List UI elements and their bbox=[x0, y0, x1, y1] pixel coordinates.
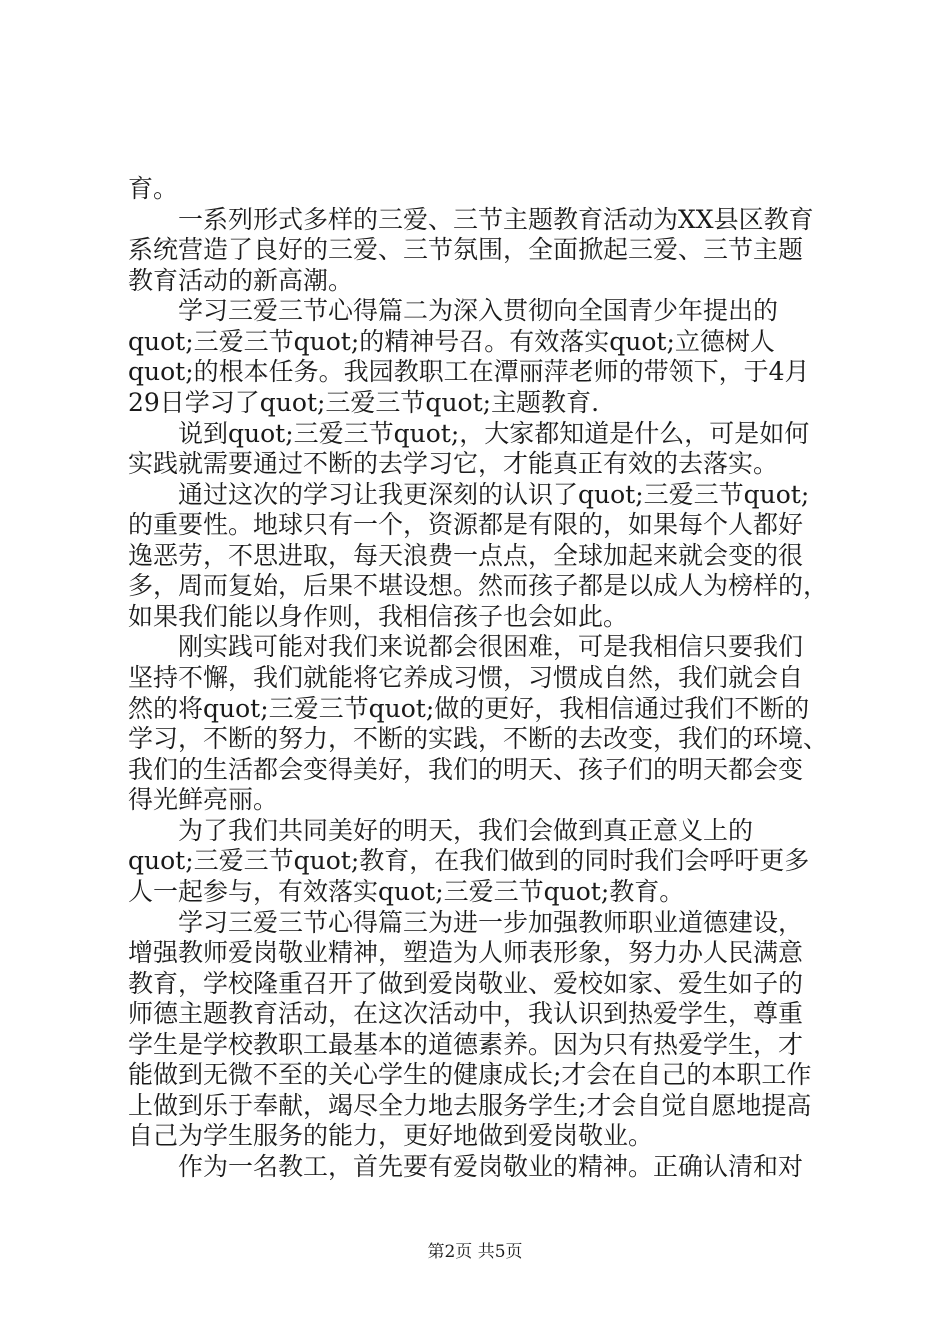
text-line: 人一起参与，有效落实quot;三爱三节quot;教育。 bbox=[128, 877, 685, 906]
text-line: 学习三爱三节心得篇三为进一步加强教师职业道德建设， bbox=[128, 908, 804, 937]
text-line: 系统营造了良好的三爱、三节氛围，全面掀起三爱、三节主题 bbox=[128, 235, 804, 264]
text-line: 自己为学生服务的能力，更好地做到爱岗敬业。 bbox=[128, 1121, 654, 1150]
text-line: 刚实践可能对我们来说都会很困难，可是我相信只要我们 bbox=[128, 632, 804, 661]
text-line: 通过这次的学习让我更深刻的认识了quot;三爱三节quot; bbox=[128, 480, 810, 509]
text-line: 教育，学校隆重召开了做到爱岗敬业、爱校如家、爱生如子的 bbox=[128, 969, 804, 998]
text-line: 得光鲜亮丽。 bbox=[128, 785, 279, 814]
text-line: 坚持不懈，我们就能将它养成习惯，习惯成自然，我们就会自 bbox=[128, 663, 804, 692]
text-line: quot;的根本任务。我园教职工在潭丽萍老师的带领下，于4月 bbox=[128, 357, 810, 386]
text-line: 作为一名教工，首先要有爱岗敬业的精神。正确认清和对 bbox=[128, 1152, 804, 1181]
text-line: 增强教师爱岗敬业精神，塑造为人师表形象，努力办人民满意 bbox=[128, 938, 804, 967]
text-line: 上做到乐于奉献，竭尽全力地去服务学生;才会自觉自愿地提高 bbox=[128, 1091, 812, 1120]
text-line: 学生是学校教职工最基本的道德素养。因为只有热爱学生，才 bbox=[128, 1030, 804, 1059]
text-line: quot;三爱三节quot;教育，在我们做到的同时我们会呼吁更多 bbox=[128, 846, 810, 875]
text-line: 我们的生活都会变得美好，我们的明天、孩子们的明天都会变 bbox=[128, 755, 804, 784]
text-line: 育。 bbox=[128, 174, 179, 203]
text-line: 多，周而复始，后果不堪设想。然而孩子都是以成人为榜样的， bbox=[128, 571, 829, 600]
text-line: 一系列形式多样的三爱、三节主题教育活动为XX县区教育 bbox=[128, 205, 814, 234]
text-line: 说到quot;三爱三节quot;，大家都知道是什么，可是如何 bbox=[128, 419, 810, 448]
text-line: 实践就需要通过不断的去学习它，才能真正有效的去落实。 bbox=[128, 449, 779, 478]
text-line: 然的将quot;三爱三节quot;做的更好，我相信通过我们不断的 bbox=[128, 694, 810, 723]
text-line: 29日学习了quot;三爱三节quot;主题教育. bbox=[128, 388, 600, 417]
text-line: 逸恶劳，不思进取，每天浪费一点点，全球加起来就会变的很 bbox=[128, 541, 804, 570]
text-line: 如果我们能以身作则，我相信孩子也会如此。 bbox=[128, 602, 629, 631]
text-line: quot;三爱三节quot;的精神号召。有效落实quot;立德树人 bbox=[128, 327, 775, 356]
text-line: 的重要性。地球只有一个，资源都是有限的，如果每个人都好 bbox=[128, 510, 804, 539]
text-line: 教育活动的新高潮。 bbox=[128, 266, 354, 295]
text-line: 师德主题教育活动，在这次活动中，我认识到热爱学生，尊重 bbox=[128, 999, 804, 1028]
text-line: 学习，不断的努力，不断的实践，不断的去改变，我们的环境、 bbox=[128, 724, 829, 753]
page-footer: 第2页 共5页 bbox=[427, 1242, 523, 1262]
text-line: 为了我们共同美好的明天，我们会做到真正意义上的 bbox=[128, 816, 754, 845]
text-line: 学习三爱三节心得篇二为深入贯彻向全国青少年提出的 bbox=[128, 296, 779, 325]
text-line: 能做到无微不至的关心学生的健康成长;才会在自己的本职工作 bbox=[128, 1060, 812, 1089]
